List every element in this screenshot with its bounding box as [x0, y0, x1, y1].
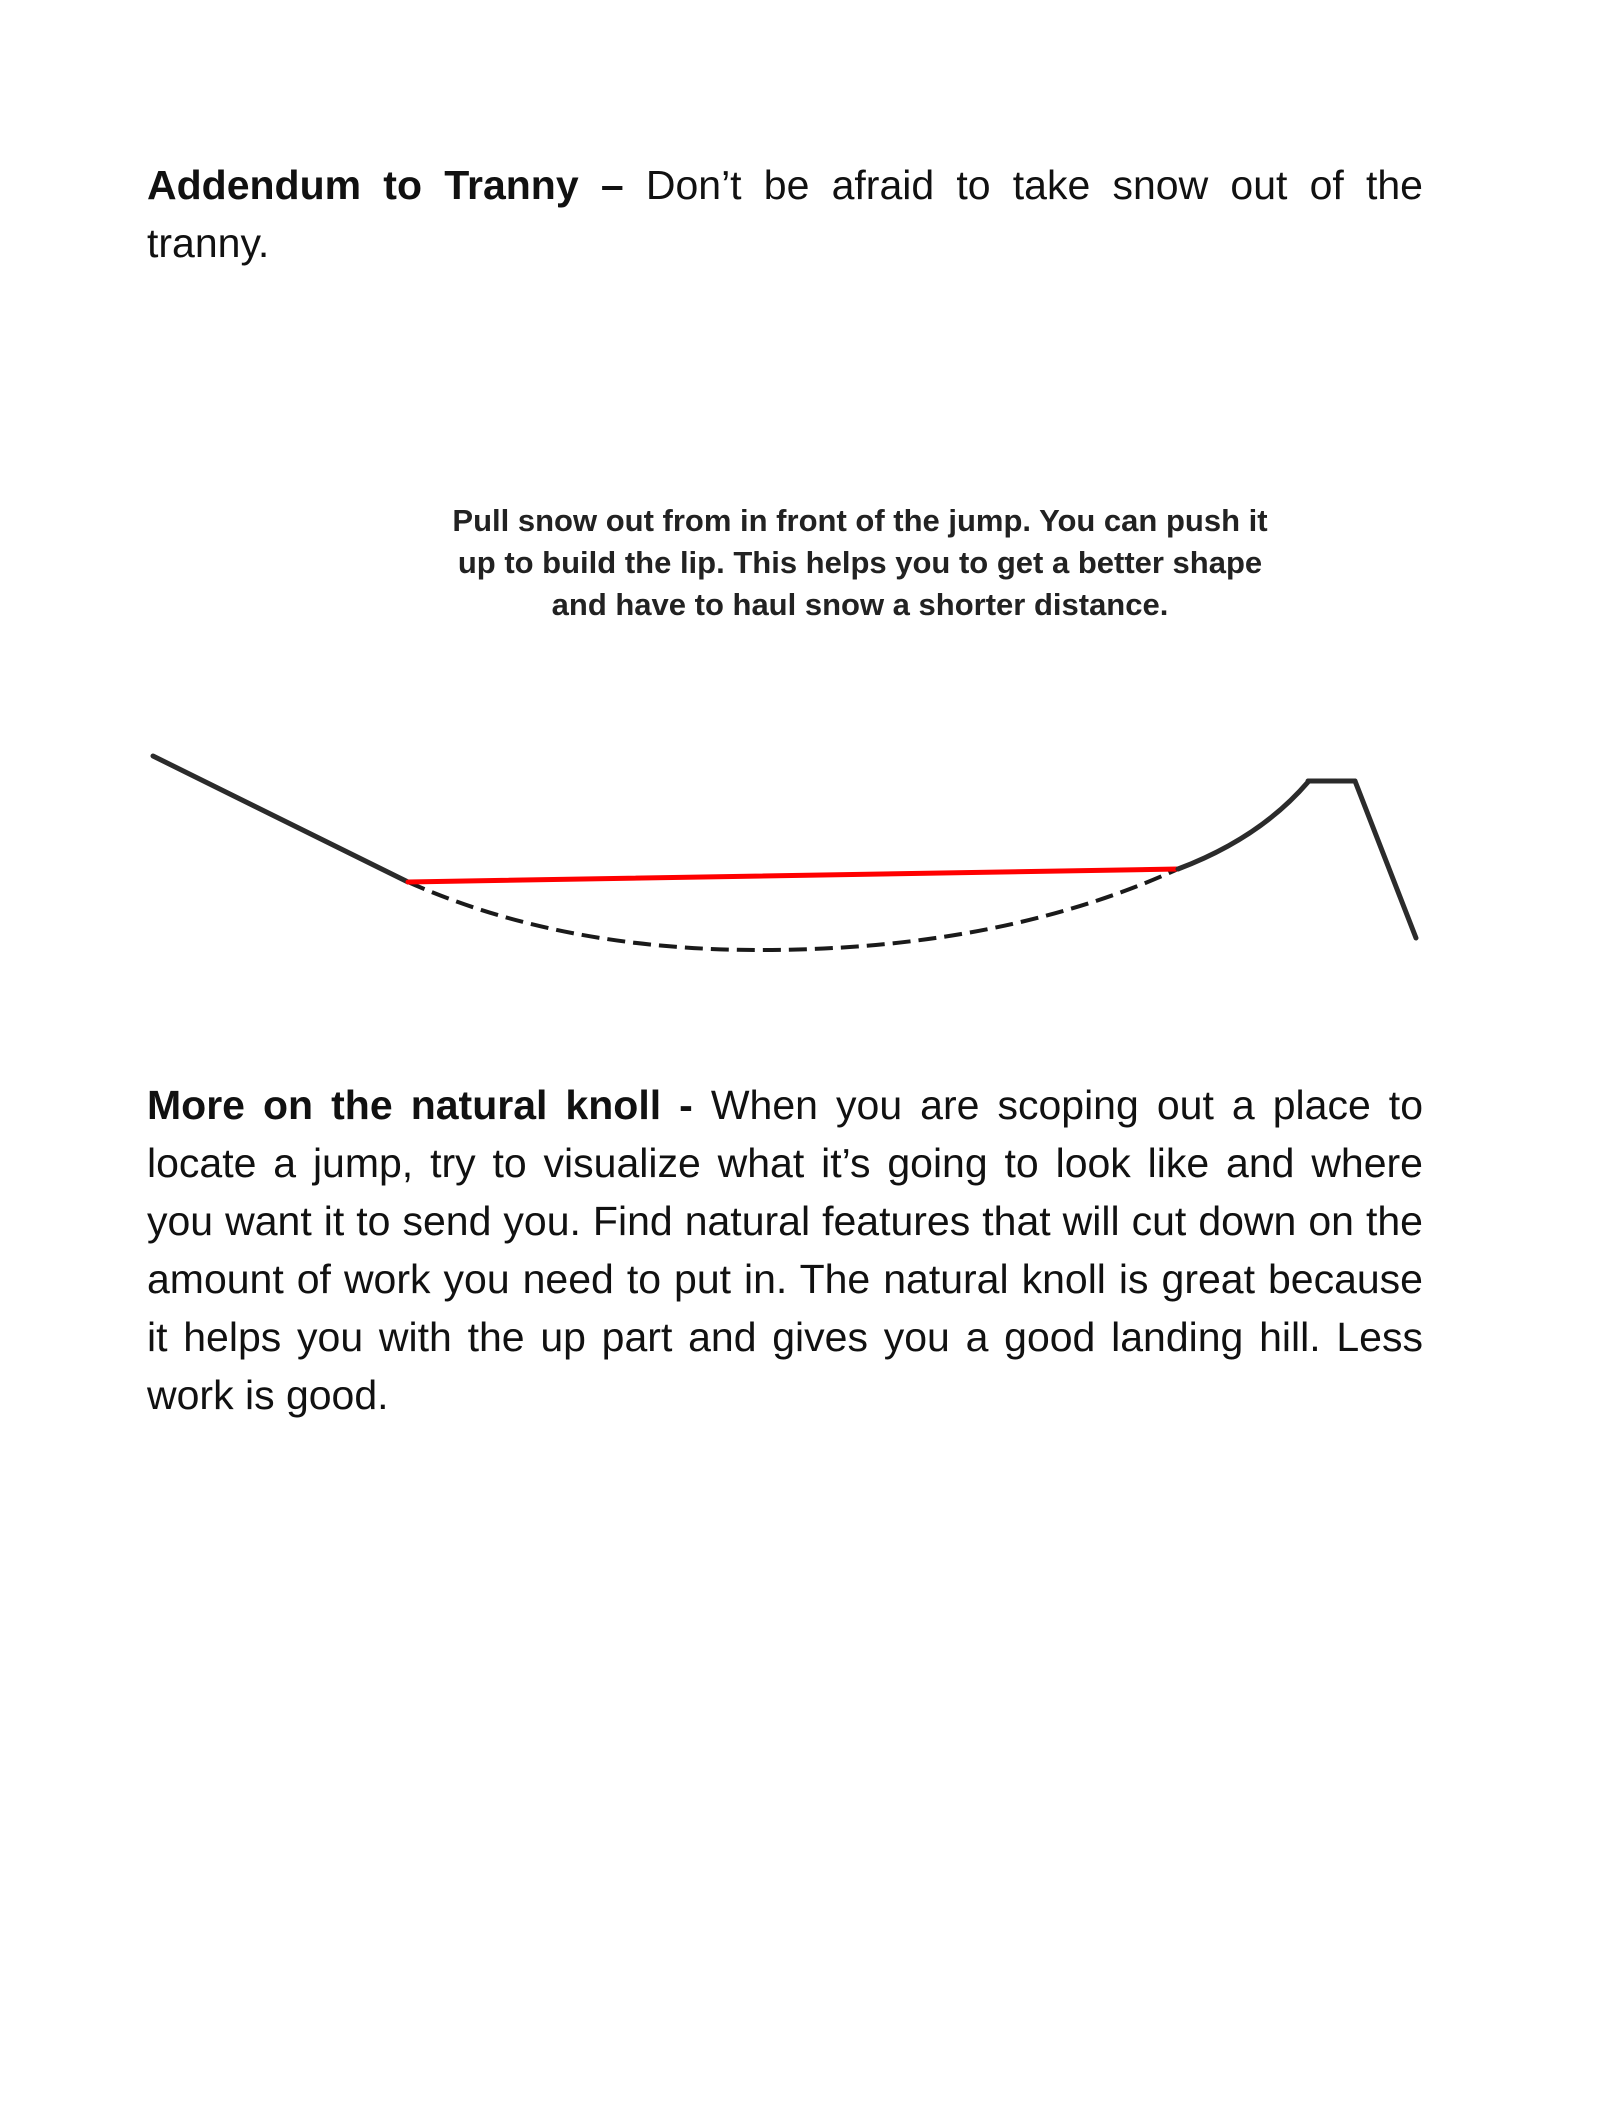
- diagram-caption: [340, 500, 1380, 626]
- caption-line-3: and have to haul snow a shorter distance.: [551, 587, 1169, 622]
- knoll-paragraph: [147, 1076, 1423, 1424]
- knoll-text: When you are scoping out a place to locate a jump, try to visualize what it’s going to look like and where you want it to send you. Find natural features that will cut down on the amount of work you need to put in. The natural knoll is great because it helps you with the up part and gives you a good landing hill. Less work is good.: [147, 1082, 1423, 1418]
- addendum-text: Don’t be afraid to take snow out of the tranny.: [147, 162, 1423, 266]
- approach-slope: [153, 756, 408, 882]
- addendum-heading: Addendum to Tranny –: [147, 162, 624, 208]
- knoll-heading: More on the natural knoll -: [147, 1082, 693, 1128]
- jump-profile-diagram: [0, 720, 1600, 980]
- filled-tranny-line: [408, 869, 1178, 882]
- caption-line-1: Pull snow out from in front of the jump. You can push it: [452, 503, 1268, 538]
- addendum-paragraph: [147, 156, 1423, 272]
- caption-line-2: up to build the lip. This helps you to get a better shape: [457, 545, 1263, 580]
- landing-drop: [1355, 781, 1416, 938]
- takeoff-ramp: [1178, 782, 1308, 869]
